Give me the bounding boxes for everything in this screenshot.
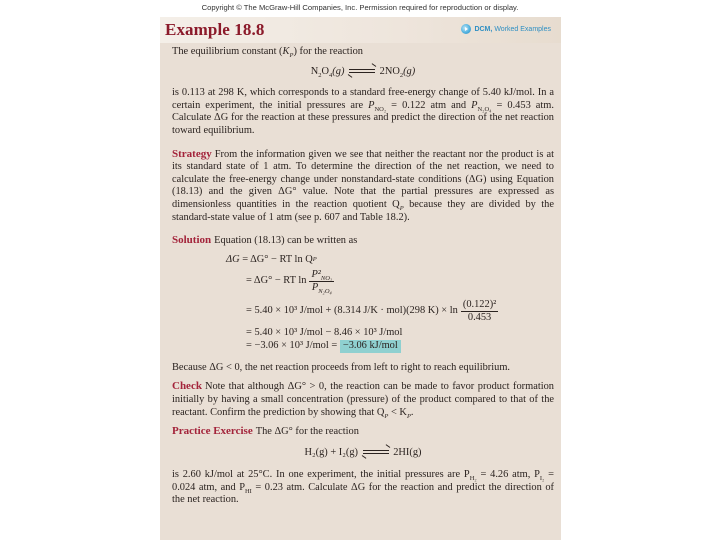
practice-statement: is 2.60 kJ/mol at 25°C. In one experiment, the initial pressures are $P_{H_2} = 4.26$ atm, $P_{I_2} = 0.024$ atm, and $P_{HI} = 0.23$ atm. Calculate ΔG for the reaction and predict the direction of the net reaction. — [172, 469, 554, 506]
example-content — [172, 43, 554, 507]
textbook-page — [160, 17, 561, 540]
example-title: Example 18.8 — [165, 20, 265, 39]
reaction-equation: $N_2O_4(g)$ $2NO_2(g)$ — [172, 66, 554, 79]
answer-highlight: −3.06 kJ/mol — [340, 340, 401, 353]
check-section: Check Note that although ΔG° > 0, the reaction can be made to favor product formation initially by having a small concentration (pressure) of the product compared to that of the reactant. Confirm the prediction by showing that $Q_P < K_P$. — [172, 380, 554, 420]
worked-examples-label: Worked Examples — [494, 25, 551, 33]
solution-section: Solution Equation (18.13) can be written as — [172, 234, 358, 247]
derivation-row: = 5.40 × 10³ J/mol − 8.46 × 10³ J/mol — [246, 326, 403, 338]
dcm-label: DCM, — [474, 25, 493, 33]
strategy-section: Strategy From the information given we see that neither the reactant nor the product is at its standard state of 1 atm. To determine the direction of the net reaction, we need to calculate the free-energy change under nonstandard-state conditions (ΔG) using Equation (18.13) and the given ΔG° value. Note that the partial pressures are expressed as dimensionless quantities in the reaction quotient $Q_P$ because they are divided by the standard-state value of 1 atm (see p. 607 and Table 18.2). — [172, 147, 554, 223]
solution-label: Solution — [172, 234, 212, 247]
dcm-worked-examples-link[interactable] — [461, 24, 551, 34]
derivation-row: ΔG = ΔG° − RT ln Q P — [226, 253, 317, 265]
equilibrium-arrow-icon — [363, 448, 389, 456]
solution-derivation — [226, 254, 554, 353]
derivation-row: = 5.40 × 10³ J/mol + (8.314 J/K · mol)(298 K) × ln $\frac{\text{(0.122)²}}{0.453}$ — [246, 299, 497, 324]
play-icon — [461, 24, 471, 34]
strategy-label: Strategy — [172, 147, 212, 160]
solution-conclusion: Because ΔG < 0, the net reaction proceeds from left to right to reach equilibrium. — [172, 361, 510, 373]
fraction: $\frac{\text{(0.122)²}}{0.453}$ — [462, 299, 497, 324]
copyright-notice: Copyright © The McGraw-Hill Companies, Inc. Permission required for reproduction or display. — [201, 3, 519, 12]
header-band — [160, 17, 561, 43]
practice-reaction-equation: H₂(g) + I₂(g) 2HI(g) — [172, 447, 554, 460]
intro-line: The equilibrium constant $(K_P)$ for the reaction — [172, 46, 363, 60]
derivation-row: = −3.06 × 10³ J/mol = −3.06 kJ/mol — [226, 340, 554, 353]
practice-label: Practice Exercise — [172, 425, 253, 438]
derivation-row: = ΔG° − RT ln $\frac{P^2_{NO_2}}{P_{N_2O_4}}$ — [246, 269, 333, 296]
problem-statement: is 0.113 at 298 K, which corresponds to a standard free-energy change of 5.40 kJ/mol. In a certain experiment, the initial pressures are $P_{NO_2} = 0.122$ atm and $P_{N_2O_4} = 0.453$ atm. Calculate ΔG for the reaction at these pressures and predict the direction of the net reaction toward equilibrium. — [172, 87, 554, 136]
practice-section: Practice Exercise The ΔG° for the reaction — [172, 425, 359, 438]
equilibrium-arrow-icon — [349, 67, 375, 75]
check-label: Check — [172, 380, 202, 393]
fraction: $\frac{P^2_{NO_2}}{P_{N_2O_4}}$ — [311, 269, 333, 296]
